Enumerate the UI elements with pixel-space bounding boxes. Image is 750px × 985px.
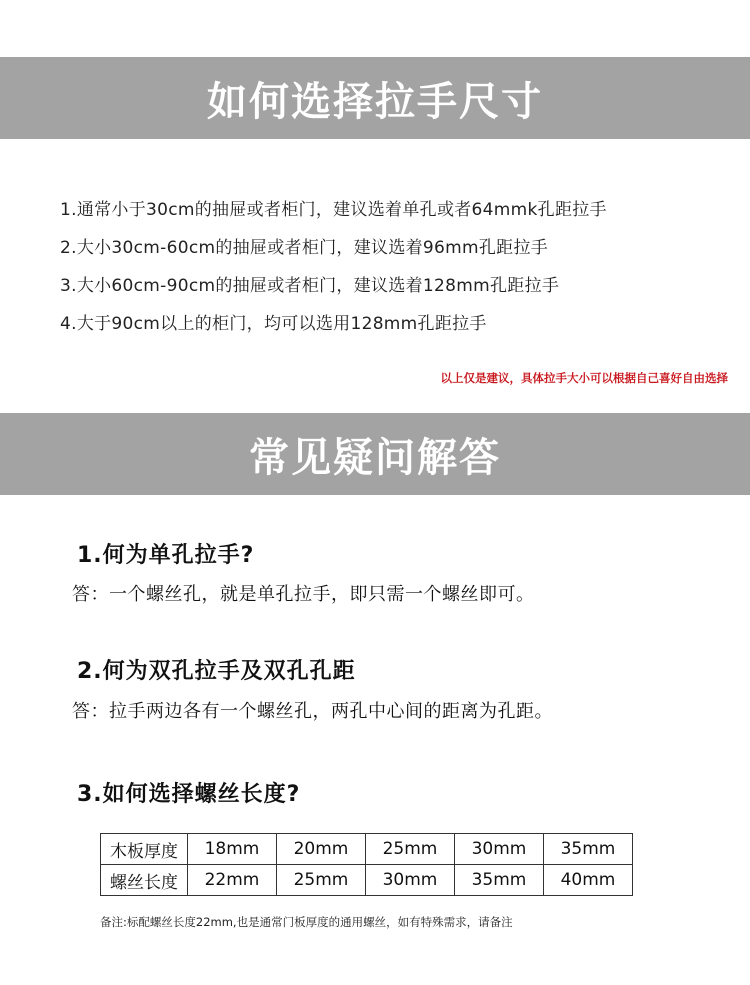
faq-question-2: 2.何为双孔拉手及双孔孔距 [77,659,356,684]
size-tip-1: 1.通常小于30cm的抽屉或者柜门，建议选着单孔或者64mmk孔距拉手 [60,200,607,220]
table-cell: 18mm [188,834,277,865]
size-tip-4: 4.大于90cm以上的柜门，均可以选用128mm孔距拉手 [60,314,487,334]
table-row-screw-length [101,865,633,896]
table-cell: 30mm [455,834,544,865]
size-tip-3: 3.大小60cm-90cm的抽屉或者柜门，建议选着128mm孔距拉手 [60,276,560,296]
banner-faq-title: 常见疑问解答 [249,434,501,481]
suggestion-note: 以上仅是建议，具体拉手大小可以根据自己喜好自由选择 [440,371,728,385]
table-row-board-thickness [101,834,633,865]
faq-question-1: 1.何为单孔拉手? [77,543,255,568]
table-cell: 35mm [544,834,633,865]
table-cell: 40mm [544,865,633,896]
size-tips-list [60,196,740,348]
table-cell: 22mm [188,865,277,896]
faq-question-3: 3.如何选择螺丝长度? [77,782,301,807]
table-cell: 20mm [277,834,366,865]
footnote: 备注:标配螺丝长度22mm,也是通常门板厚度的通用螺丝，如有特殊需求，请备注 [100,915,513,929]
table-cell: 30mm [366,865,455,896]
table-row-header: 螺丝长度 [101,865,188,896]
size-tip-2: 2.大小30cm-60cm的抽屉或者柜门，建议选着96mm孔距拉手 [60,238,549,258]
table-cell: 35mm [455,865,544,896]
table-cell: 25mm [366,834,455,865]
banner-faq [0,413,750,495]
screw-length-table [100,833,633,896]
faq-answer-2: 答：拉手两边各有一个螺丝孔，两孔中心间的距离为孔距。 [72,701,553,722]
banner-handle-size-title: 如何选择拉手尺寸 [207,78,543,125]
table-row-header: 木板厚度 [101,834,188,865]
table-cell: 25mm [277,865,366,896]
faq-answer-1: 答：一个螺丝孔，就是单孔拉手，即只需一个螺丝即可。 [72,584,535,605]
banner-handle-size [0,57,750,139]
